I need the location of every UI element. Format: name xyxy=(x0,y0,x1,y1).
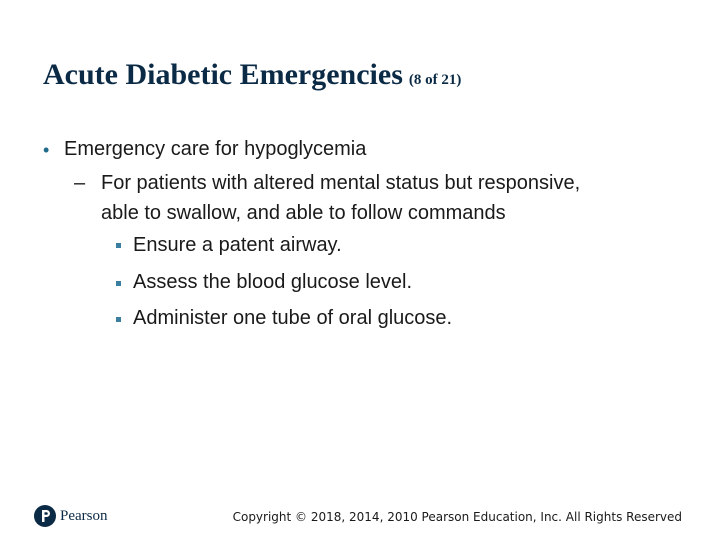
copyright-notice: Copyright © 2018, 2014, 2010 Pearson Education, Inc. All Rights Reserved xyxy=(232,510,682,524)
title-main: Acute Diabetic Emergencies xyxy=(43,58,403,91)
bullet-level3-item: Assess the blood glucose level. xyxy=(133,271,413,293)
square-bullet-icon xyxy=(116,281,121,286)
bullet-level2-text-line2: able to swallow, and able to follow commands xyxy=(101,202,506,224)
pearson-logo-text: Pearson xyxy=(60,507,108,524)
slide-title xyxy=(43,58,461,92)
pearson-logo xyxy=(34,505,108,527)
pearson-logo-icon xyxy=(34,505,56,527)
bullet-level2-text-line1: For patients with altered mental status but responsive, xyxy=(101,172,581,194)
title-counter: (8 of 21) xyxy=(408,72,462,88)
bullet-level3-item: Ensure a patent airway. xyxy=(133,234,342,256)
bullet-level1-text: Emergency care for hypoglycemia xyxy=(64,138,367,160)
square-bullet-icon xyxy=(116,317,121,322)
bullet-marker-level1: • xyxy=(43,140,50,160)
square-bullet-icon xyxy=(116,243,121,248)
bullet-level3-item: Administer one tube of oral glucose. xyxy=(133,307,453,329)
bullet-marker-level2: – xyxy=(74,172,86,194)
